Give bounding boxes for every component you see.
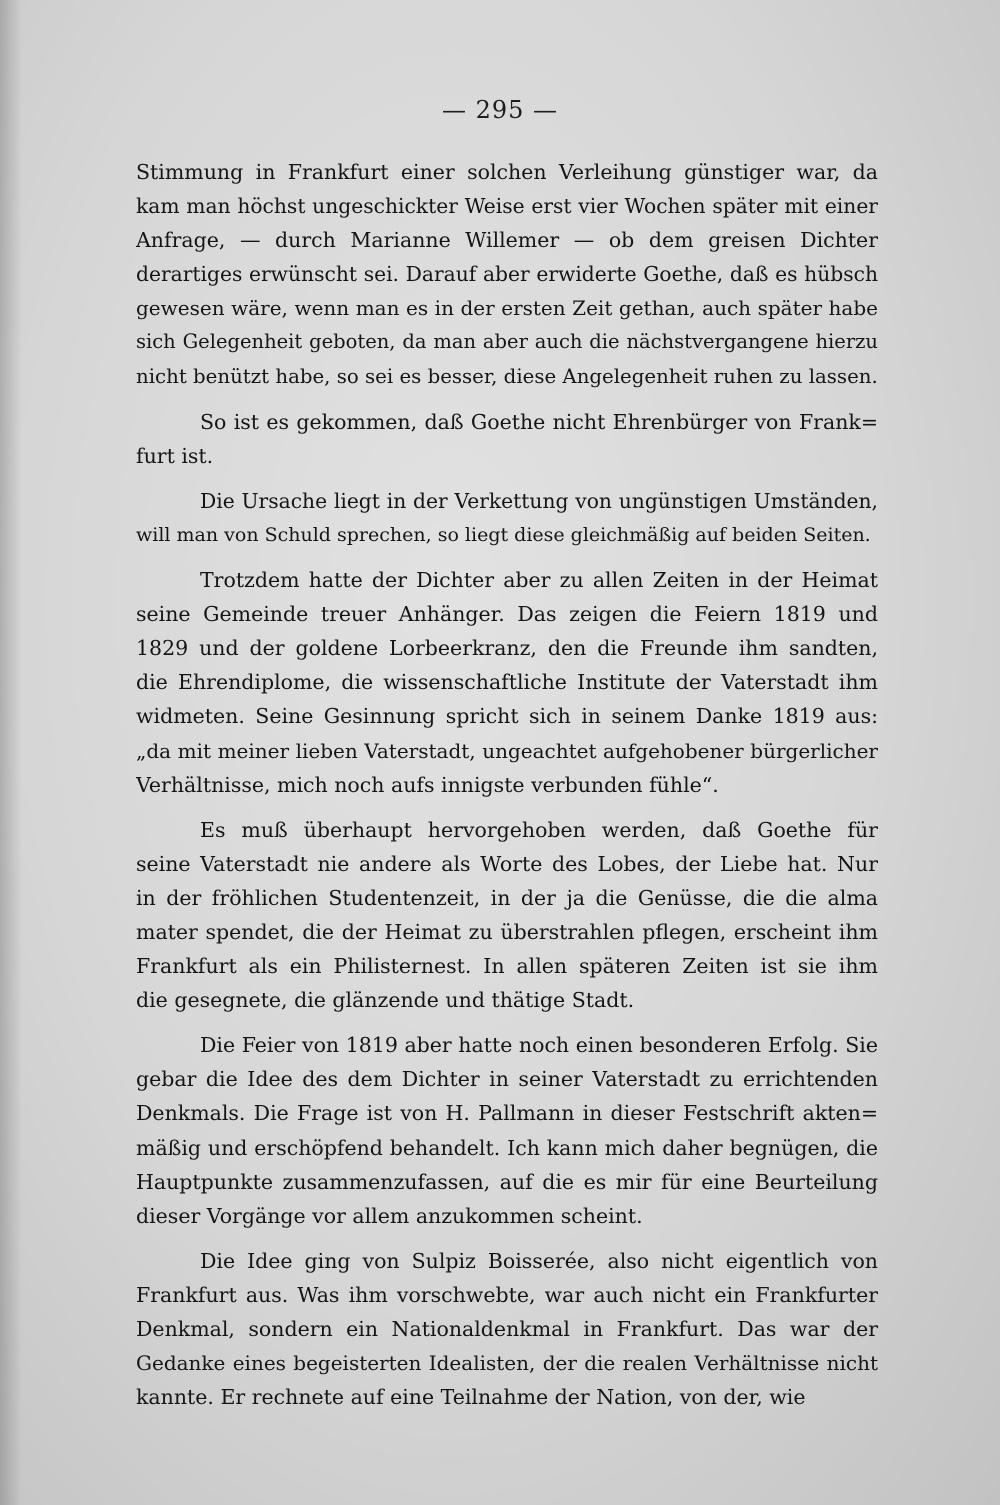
text-line: in der fröhlichen Studentenzeit, in der ja die Genüsse, die die alma xyxy=(136,885,878,910)
text-line: Die Idee ging von Sulpiz Boisserée, also nicht eigentlich von xyxy=(200,1248,878,1273)
paragraph xyxy=(136,484,878,552)
text-line: widmeten. Seine Gesinnung spricht sich in seinem Danke 1819 aus: xyxy=(136,704,878,729)
text-line: Verhältnisse, mich noch aufs innigste verbunden fühle“. xyxy=(136,772,719,797)
paragraph xyxy=(136,563,878,802)
text-line: kannte. Er rechnete auf eine Teilnahme der Nation, von der, wie xyxy=(136,1385,806,1410)
body-text xyxy=(136,155,878,1425)
text-line: Trotzdem hatte der Dichter aber zu allen Zeiten in der Heimat xyxy=(200,568,878,593)
paragraph xyxy=(136,405,878,473)
text-line: dieser Vorgänge vor allem anzukommen scheint. xyxy=(136,1203,643,1228)
paragraph xyxy=(136,813,878,1018)
text-line: Die Feier von 1819 aber hatte noch einen besonderen Erfolg. Sie xyxy=(200,1033,878,1058)
text-line: kam man höchst ungeschickter Weise erst vier Wochen später mit einer xyxy=(136,194,878,219)
binding-shadow xyxy=(0,0,22,1505)
text-line: seine Gemeinde treuer Anhänger. Das zeigen die Feiern 1819 und xyxy=(136,602,878,627)
text-line: 1829 und der goldene Lorbeerkranz, den die Freunde ihm sandten, xyxy=(136,636,878,661)
paragraph xyxy=(136,1244,878,1414)
paragraph xyxy=(136,155,878,394)
text-line: mater spendet, die der Heimat zu überstrahlen pflegen, erscheint ihm xyxy=(136,919,878,944)
text-line: Denkmals. Die Frage ist von H. Pallmann in dieser Festschrift akten= xyxy=(136,1101,878,1126)
text-line: furt ist. xyxy=(136,443,214,468)
text-line: gebar die Idee des dem Dichter in seiner Vaterstadt zu errichtenden xyxy=(136,1067,878,1092)
text-line: Die Ursache liegt in der Verkettung von ungünstigen Umständen, xyxy=(200,488,878,513)
text-line: mäßig und erschöpfend behandelt. Ich kann mich daher begnügen, die xyxy=(136,1135,878,1160)
text-line: seine Vaterstadt nie andere als Worte des Lobes, der Liebe hat. Nur xyxy=(136,851,878,876)
text-line: Frankfurt als ein Philisternest. In allen späteren Zeiten ist sie ihm xyxy=(136,954,878,979)
text-line: Denkmal, sondern ein Nationaldenkmal in Frankfurt. Das war der xyxy=(136,1317,878,1341)
text-line: die Ehrendiplome, die wissenschaftliche Institute der Vaterstadt ihm xyxy=(136,670,878,695)
text-line: will man von Schuld sprechen, so liegt diese gleichmäßig auf beiden Seiten. xyxy=(136,523,871,546)
text-line: Gedanke eines begeisterten Idealisten, der die realen Verhältnisse nicht xyxy=(136,1351,878,1376)
text-line: Frankfurt aus. Was ihm vorschwebte, war auch nicht ein Frankfurter xyxy=(136,1282,878,1307)
text-line: Anfrage, — durch Marianne Willemer — ob dem greisen Dichter xyxy=(136,228,878,253)
text-line: „da mit meiner lieben Vaterstadt, ungeachtet aufgehobener bürgerlicher xyxy=(136,738,878,763)
text-line: So ist es gekommen, daß Goethe nicht Ehrenbürger von Frank= xyxy=(200,409,878,434)
text-line: Stimmung in Frankfurt einer solchen Verleihung günstiger war, da xyxy=(136,160,878,184)
text-line: gewesen wäre, wenn man es in der ersten Zeit gethan, auch später habe xyxy=(136,296,878,321)
text-line: derartiges erwünscht sei. Darauf aber erwiderte Goethe, daß es hübsch xyxy=(136,262,878,287)
text-line: Hauptpunkte zusammenzufassen, auf die es mir für eine Beurteilung xyxy=(136,1169,878,1194)
text-line: die gesegnete, die glänzende und thätige Stadt. xyxy=(136,988,635,1013)
page-number: — 295 — xyxy=(441,96,559,124)
text-line: nicht benützt habe, so sei es besser, diese Angelegenheit ruhen zu lassen. xyxy=(136,364,878,388)
paragraph xyxy=(136,1028,878,1233)
text-line: sich Gelegenheit geboten, da man aber auch die nächstvergangene hierzu xyxy=(136,330,878,354)
text-line: Es muß überhaupt hervorgehoben werden, daß Goethe für xyxy=(200,817,878,842)
